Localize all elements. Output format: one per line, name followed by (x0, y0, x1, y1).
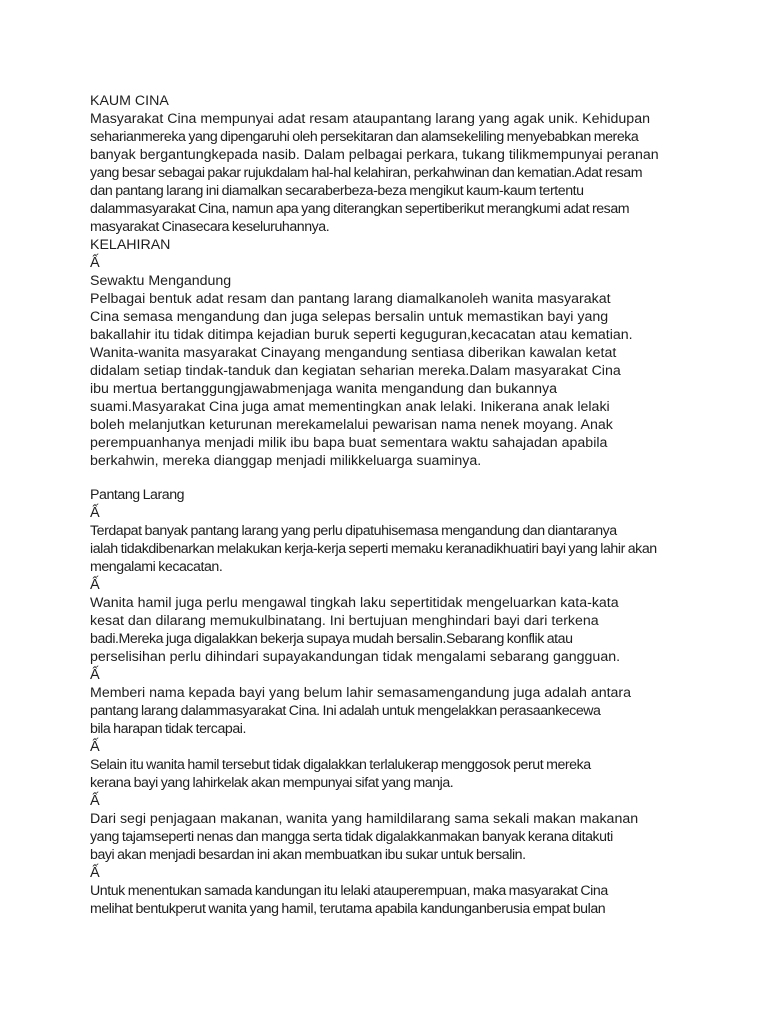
paragraph-line: bakallahir itu tidak ditimpa kejadian buruk seperti keguguran,kecacatan atau kematian. (90, 327, 633, 343)
paragraph-line: kerana bayi yang lahirkelak akan mempunyai sifat yang manja. (90, 775, 454, 791)
paragraph-line: didalam setiap tindak-tanduk dan kegiatan seharian mereka.Dalam masyarakat Cina (90, 363, 621, 379)
paragraph-line: Dari segi penjagaan makanan, wanita yang hamildilarang sama sekali makan makanan (90, 811, 639, 827)
intro-line: yang besar sebagai pakar rujukdalam hal-hal kelahiran, perkahwinan dan kematian.Adat resam (90, 165, 643, 181)
bullet-marker: Ấ (90, 667, 100, 683)
paragraph-line: bila harapan tidak tercapai. (90, 721, 246, 737)
paragraph-gap (90, 470, 700, 486)
paragraph-line: ialah tidakdibenarkan melakukan kerja-kerja seperti memaku keranadikhuatiri bayi yang lahir akan (90, 541, 657, 557)
paragraph-line: Memberi nama kepada bayi yang belum lahir semasamengandung juga adalah antara (90, 685, 632, 701)
document-page (90, 92, 700, 918)
bullet-marker: Ấ (90, 793, 100, 809)
paragraph-line: mengalami kecacatan. (90, 559, 223, 575)
paragraph-line: Selain itu wanita hamil tersebut tidak digalakkan terlalukerap menggosok perut mereka (90, 757, 591, 773)
pantang-item (90, 522, 700, 576)
pantang-item (90, 882, 700, 918)
paragraph-line: Wanita-wanita masyarakat Cinayang mengandung sentiasa diberikan kawalan ketat (90, 345, 617, 361)
bullet-marker: Ấ (90, 505, 100, 521)
bullet-marker: Ấ (90, 577, 100, 593)
bullet-marker: Ấ (90, 865, 100, 881)
intro-line: seharianmereka yang dipengaruhi oleh persekitaran dan alamsekeliling menyebabkan mereka (90, 129, 639, 145)
paragraph-line: suami.Masyarakat Cina juga amat mementingkan anak lelaki. Inikerana anak lelaki (90, 399, 610, 415)
intro-line: banyak bergantungkepada nasib. Dalam pelbagai perkara, tukang tilikmempunyai peranan (90, 147, 659, 163)
section-heading-kelahiran: KELAHIRAN (90, 237, 171, 253)
pantang-item (90, 756, 700, 792)
intro-paragraph (90, 110, 700, 236)
intro-line: dalammasyarakat Cina, namun apa yang diterangkan sepertiberikut merangkumi adat resam (90, 201, 630, 217)
bullet-marker: Ấ (90, 739, 100, 755)
paragraph-line: Pelbagai bentuk adat resam dan pantang larang diamalkanoleh wanita masyarakat (90, 291, 611, 307)
pantang-item (90, 594, 700, 666)
paragraph-line: melihat bentukperut wanita yang hamil, terutama apabila kandunganberusia empat bulan (90, 901, 606, 917)
paragraph-line: kesat dan dilarang memukulbinatang. Ini bertujuan menghindari bayi dari terkena (90, 613, 599, 629)
bullet-marker: Ấ (90, 255, 100, 271)
paragraph-line: Cina semasa mengandung dan juga selepas bersalin untuk memastikan bayi yang (90, 309, 609, 325)
paragraph-line: Wanita hamil juga perlu mengawal tingkah laku sepertitidak mengeluarkan kata-kata (90, 595, 619, 611)
paragraph-line: Terdapat banyak pantang larang yang perlu dipatuhisemasa mengandung dan diantaranya (90, 523, 617, 539)
subsection-heading-pantang-larang: Pantang Larang (90, 487, 185, 503)
pantang-item (90, 684, 700, 738)
intro-line: Masyarakat Cina mempunyai adat resam ataupantang larang yang agak unik. Kehidupan (90, 111, 650, 127)
intro-line: dan pantang larang ini diamalkan secaraberbeza-beza mengikut kaum-kaum tertentu (90, 183, 584, 199)
paragraph-line: pantang larang dalammasyarakat Cina. Ini adalah untuk mengelakkan perasaankecewa (90, 703, 601, 719)
pantang-item (90, 810, 700, 864)
paragraph-line: bayi akan menjadi besardan ini akan membuatkan ibu sukar untuk bersalin. (90, 847, 526, 863)
mengandung-paragraph (90, 290, 700, 470)
paragraph-line: badi.Mereka juga digalakkan bekerja supaya mudah bersalin.Sebarang konflik atau (90, 631, 573, 647)
paragraph-line: boleh melanjutkan keturunan merekamelalui pewarisan nama nenek moyang. Anak (90, 417, 613, 433)
paragraph-line: perempuanhanya menjadi milik ibu bapa buat sementara waktu sahajadan apabila (90, 435, 608, 451)
paragraph-line: ibu mertua bertanggungjawabmenjaga wanita mengandung dan bukannya (90, 381, 557, 397)
paragraph-line: Untuk menentukan samada kandungan itu lelaki atauperempuan, maka masyarakat Cina (90, 883, 608, 899)
paragraph-line: berkahwin, mereka dianggap menjadi milikkeluarga suaminya. (90, 453, 482, 469)
paragraph-line: yang tajamseperti nenas dan mangga serta tidak digalakkanmakan banyak kerana ditakuti (90, 829, 613, 845)
intro-line: masyarakat Cinasecara keseluruhannya. (90, 219, 330, 235)
document-title: KAUM CINA (90, 93, 169, 109)
subsection-heading-mengandung: Sewaktu Mengandung (90, 273, 232, 289)
paragraph-line: perselisihan perlu dihindari supayakandungan tidak mengalami sebarang gangguan. (90, 649, 621, 665)
